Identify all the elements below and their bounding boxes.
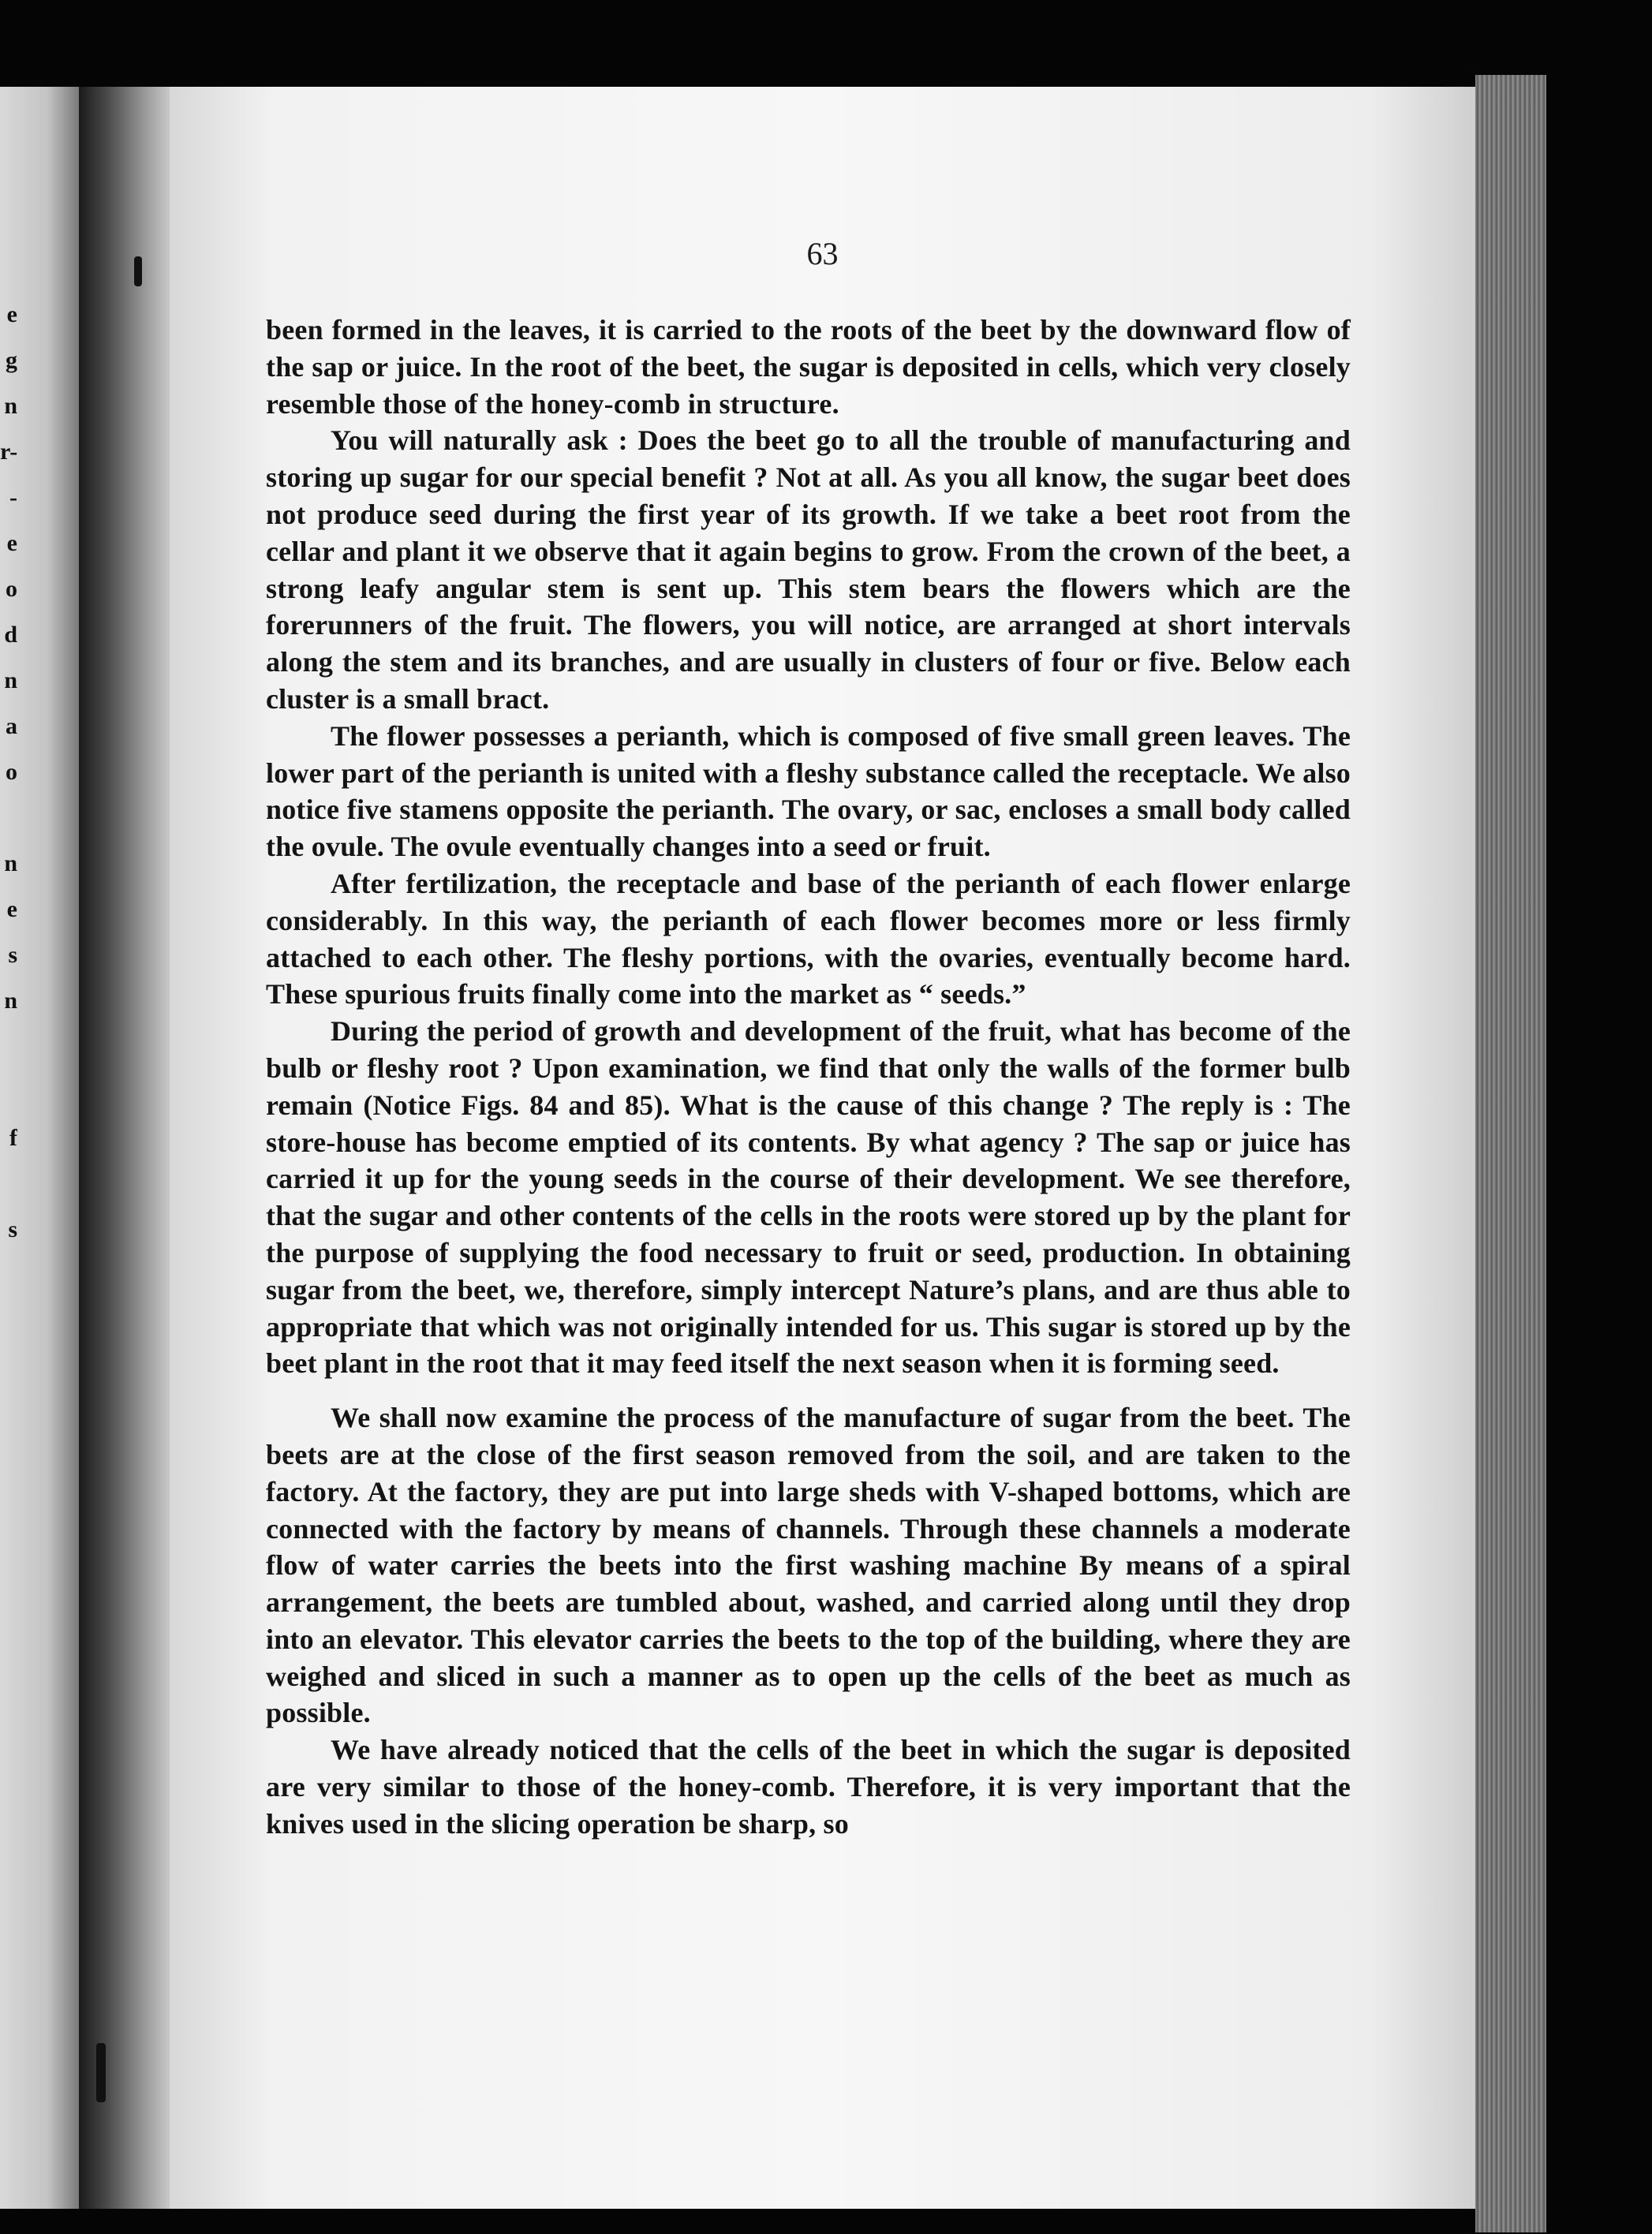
facing-page-fragment: r- (0, 439, 17, 465)
facing-page-fragment: - (9, 484, 17, 510)
facing-page-fragment: e (6, 301, 17, 327)
facing-page-text-fragments (0, 292, 17, 1253)
paragraph: During the period of growth and development of the fruit, what has become of the bulb or fleshy root ? Upon examination, we find that only the walls of the former bulb remain (Notice Figs. 84 and 85). What is the cause of this change ? The reply is : The store-house has become emptied of its contents. By what agency ? The sap or juice has carried it up for the young seeds in the course of their development. We see therefore, that the sugar and other contents of the cells in the roots were stored up by the plant for the purpose of supplying the food necessary to fruit or seed, production. In obtaining sugar from the beet, we, therefore, simply intercept Nature’s plans, and are thus able to appropriate that which was not originally intended for us. This sugar is stored up by the beet plant in the root that it may feed itself the next season when it is forming seed. (266, 1015, 1351, 1380)
gutter-mark-bottom (96, 2043, 106, 2102)
paragraph: The flower possesses a perianth, which is composed of five small green leaves. The lower part of the perianth is united with a fleshy substance called the receptacle. We also notice five stamens opposite the perianth. The ovary, or sac, encloses a small body called the ovule. The ovule eventually changes into a seed or fruit. (266, 719, 1351, 863)
page-body-text (266, 312, 1351, 1843)
facing-page-fragment (0, 795, 17, 841)
facing-page-fragment (0, 1161, 17, 1207)
facing-page-fragment: n (4, 393, 17, 419)
paragraph: We shall now examine the process of the manufacture of sugar from the beet. The beets are at the close of the first season removed from the soil, and are taken to the factory. At the factory, they are put into large sheds with V-shaped bottoms, which are connected with the factory by means of channels. Through these channels a moderate flow of water carries the beets into the first washing machine By means of a spiral arrangement, the beets are tumbled about, washed, and carried along until they drop into an elevator. This elevator carries the beets to the top of the building, where they are weighed and sliced in such a manner as to open up the cells of the beet as much as possible. (266, 1402, 1351, 1729)
facing-page-fragment: e (6, 530, 17, 556)
paragraph: After fertilization, the receptacle and base of the perianth of each flower enlarge considerably. In this way, the perianth of each flower becomes more or less firmly attached to each other. The fleshy portions, with the ovaries, eventually become hard. These spurious fruits finally come into the market as “ seeds.” (266, 867, 1351, 1011)
paragraph: We have already noticed that the cells of the beet in which the sugar is deposited are very similar to those of the honey-comb. Therefore, it is very important that the knives used in the slicing operation be sharp, so (266, 1734, 1351, 1840)
facing-page-fragment: o (6, 576, 17, 602)
facing-page-fragment (0, 1024, 17, 1070)
facing-page-fragment: g (6, 347, 17, 373)
facing-page-fragment: d (4, 622, 17, 648)
facing-page-fragment: a (6, 713, 17, 739)
facing-page-fragment: s (8, 942, 17, 968)
facing-page-fragment: f (9, 1125, 17, 1151)
paragraph: been formed in the leaves, it is carried to the roots of the beet by the downward flow of the sap or juice. In the root of the beet, the sugar is deposited in cells, which very closely resemble those of the honey-comb in structure. (266, 314, 1351, 420)
facing-page-fragment: e (6, 896, 17, 922)
facing-page-fragment: s (8, 1216, 17, 1242)
page-number: 63 (806, 236, 839, 271)
gutter-mark-top (134, 256, 142, 286)
facing-page-fragment: n (4, 988, 17, 1014)
facing-page-fragment: n (4, 850, 17, 876)
facing-page-fragment: o (6, 759, 17, 785)
paragraph: You will naturally ask : Does the beet go to all the trouble of manufacturing and storing up sugar for our special benefit ? Not at all. As you all know, the sugar beet does not produce seed during the first year of its growth. If we take a beet root from the cellar and plant it we observe that it again begins to grow. From the crown of the beet, a strong leafy angular stem is sent up. This stem bears the flowers which are the forerunners of the fruit. The flowers, you will notice, are arranged at short intervals along the stem and its branches, and are usually in clusters of four or five. Below each cluster is a small bract. (266, 424, 1351, 715)
book-page (170, 87, 1475, 2209)
facing-page-fragment (0, 1070, 17, 1115)
facing-page-fragment: n (4, 667, 17, 693)
book-gutter (79, 87, 174, 2209)
page-stack-edge (1475, 75, 1546, 2232)
